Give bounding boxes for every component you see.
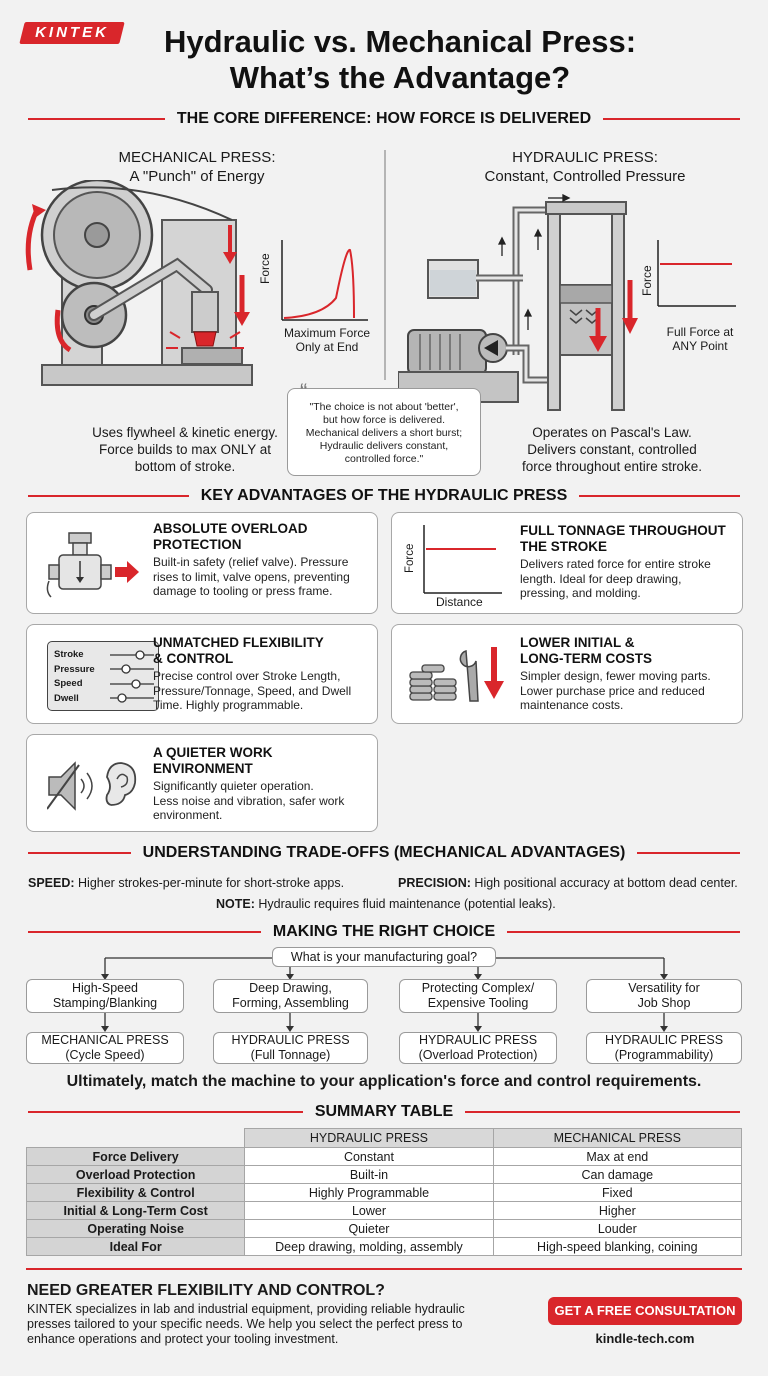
tradeoff-precision: PRECISION: High positional accuracy at bottom dead center. [398, 876, 738, 890]
tradeoff-speed: SPEED: Higher strokes-per-minute for short-stroke apps. [28, 876, 345, 890]
summary-table [26, 1128, 742, 1256]
table-row: Overload Protection Built-in Can damage [27, 1166, 742, 1184]
table-row: Flexibility & Control Highly Programmable Fixed [27, 1184, 742, 1202]
mechanical-description: Uses flywheel & kinetic energy. Force builds to max ONLY at bottom of stroke. [92, 425, 278, 474]
mechanical-header: MECHANICAL PRESS: A "Punch" of Energy [118, 149, 276, 185]
summary-heading: SUMMARY TABLE [28, 1103, 740, 1121]
page-title: Hydraulic vs. Mechanical Press: What’s the Advantage? [163, 24, 637, 95]
mechanical-graph-caption: Maximum Force Only at End [283, 326, 370, 354]
control-panel-icon: Stroke Pressure Speed Dwell [47, 641, 159, 711]
tradeoff-note: NOTE: Hydraulic requires fluid maintenance (potential leaks). [216, 897, 556, 911]
hydraulic-force-graph [650, 238, 740, 310]
card-full-tonnage: Force Distance FULL TONNAGE THROUGHOUT THE STROKE Delivers rated force for entire stroke length. Ideal for deep drawing, pressing, and molding. [391, 512, 743, 614]
relief-valve-icon [43, 531, 143, 601]
coins-wrench-icon [408, 641, 508, 711]
cta-title: NEED GREATER FLEXIBILITY AND CONTROL? [27, 1282, 385, 1299]
result-box-4: HYDRAULIC PRESS (Programmability) [586, 1032, 742, 1064]
tonnage-force-graph [408, 523, 504, 597]
goal-box-2: Deep Drawing, Forming, Assembling [213, 979, 368, 1013]
free-consultation-button[interactable]: GET A FREE CONSULTATION [548, 1297, 742, 1325]
summary-col-hydraulic: HYDRAULIC PRESS [245, 1129, 493, 1148]
quote-mark-icon: “ [300, 379, 308, 404]
goal-box-1: High-Speed Stamping/Blanking [26, 979, 184, 1013]
table-row: Operating Noise Quieter Louder [27, 1220, 742, 1238]
choice-heading: MAKING THE RIGHT CHOICE [28, 923, 740, 941]
choice-question: What is your manufacturing goal? [272, 947, 496, 967]
hydraulic-graph-ylabel: Force [640, 265, 654, 296]
card-lower-costs: LOWER INITIAL & LONG-TERM COSTS Simpler design, fewer moving parts. Lower purchase price and reduced maintenance costs. [391, 624, 743, 724]
result-box-1: MECHANICAL PRESS (Cycle Speed) [26, 1032, 184, 1064]
goal-box-3: Protecting Complex/ Expensive Tooling [399, 979, 557, 1013]
core-difference-heading: THE CORE DIFFERENCE: HOW FORCE IS DELIVERED [28, 110, 740, 128]
card-flexibility-control: Stroke Pressure Speed Dwell UNMATCHED FLEXIBILITY & CONTROL Precise control over Stroke Length, Pressure/Tonnage, Speed, and Dwell Time. Highly programmable. [26, 624, 378, 724]
hydraulic-press-illustration [398, 190, 638, 415]
tradeoffs-heading: UNDERSTANDING TRADE-OFFS (MECHANICAL ADVANTAGES) [28, 844, 740, 862]
result-box-2: HYDRAULIC PRESS (Full Tonnage) [213, 1032, 368, 1064]
hydraulic-graph-caption: Full Force at ANY Point [666, 325, 734, 353]
table-row: Force Delivery Constant Max at end [27, 1148, 742, 1166]
mechanical-force-graph [262, 238, 372, 326]
cta-divider [26, 1268, 742, 1270]
tonnage-graph-ylabel: Force [404, 543, 416, 573]
hydraulic-description: Operates on Pascal's Law. Delivers constant, controlled force throughout entire stroke. [521, 425, 703, 474]
summary-col-mechanical: MECHANICAL PRESS [493, 1129, 741, 1148]
kintek-logo: KINTEK [19, 22, 124, 44]
choice-conclusion: Ultimately, match the machine to your application's force and control requirements. [66, 1073, 702, 1090]
mechanical-press-illustration [22, 180, 267, 390]
speaker-ear-icon [47, 757, 147, 817]
table-row: Ideal For Deep drawing, molding, assembly High-speed blanking, coining [27, 1238, 742, 1256]
core-quote-box: “ "The choice is not about 'better', but how force is delivered. Mechanical delivers a short burst; Hydraulic delivers constant, controlled force." [287, 388, 481, 476]
website-link[interactable]: kindle-tech.com [595, 1331, 695, 1346]
card-overload-protection: ABSOLUTE OVERLOAD PROTECTION Built-in safety (relief valve). Pressure rises to limit, valve opens, preventing damage to tooling or press frame. [26, 512, 378, 614]
goal-box-4: Versatility for Job Shop [586, 979, 742, 1013]
card-quieter-environment: A QUIETER WORK ENVIRONMENT Significantly quieter operation. Less noise and vibration, safer work environment. [26, 734, 378, 832]
tonnage-graph-xlabel: Distance [436, 595, 483, 609]
core-divider [384, 150, 386, 380]
result-box-3: HYDRAULIC PRESS (Overload Protection) [399, 1032, 557, 1064]
mechanical-graph-ylabel: Force [258, 253, 272, 284]
advantages-heading: KEY ADVANTAGES OF THE HYDRAULIC PRESS [28, 487, 740, 505]
hydraulic-header: HYDRAULIC PRESS: Constant, Controlled Pressure [484, 149, 686, 185]
table-row: Initial & Long-Term Cost Lower Higher [27, 1202, 742, 1220]
cta-body: KINTEK specializes in lab and industrial equipment, providing reliable hydraulic presses tailored to your specific needs. We help you select the perfect press to enhance operations and protect your tooling investment. [27, 1302, 465, 1346]
